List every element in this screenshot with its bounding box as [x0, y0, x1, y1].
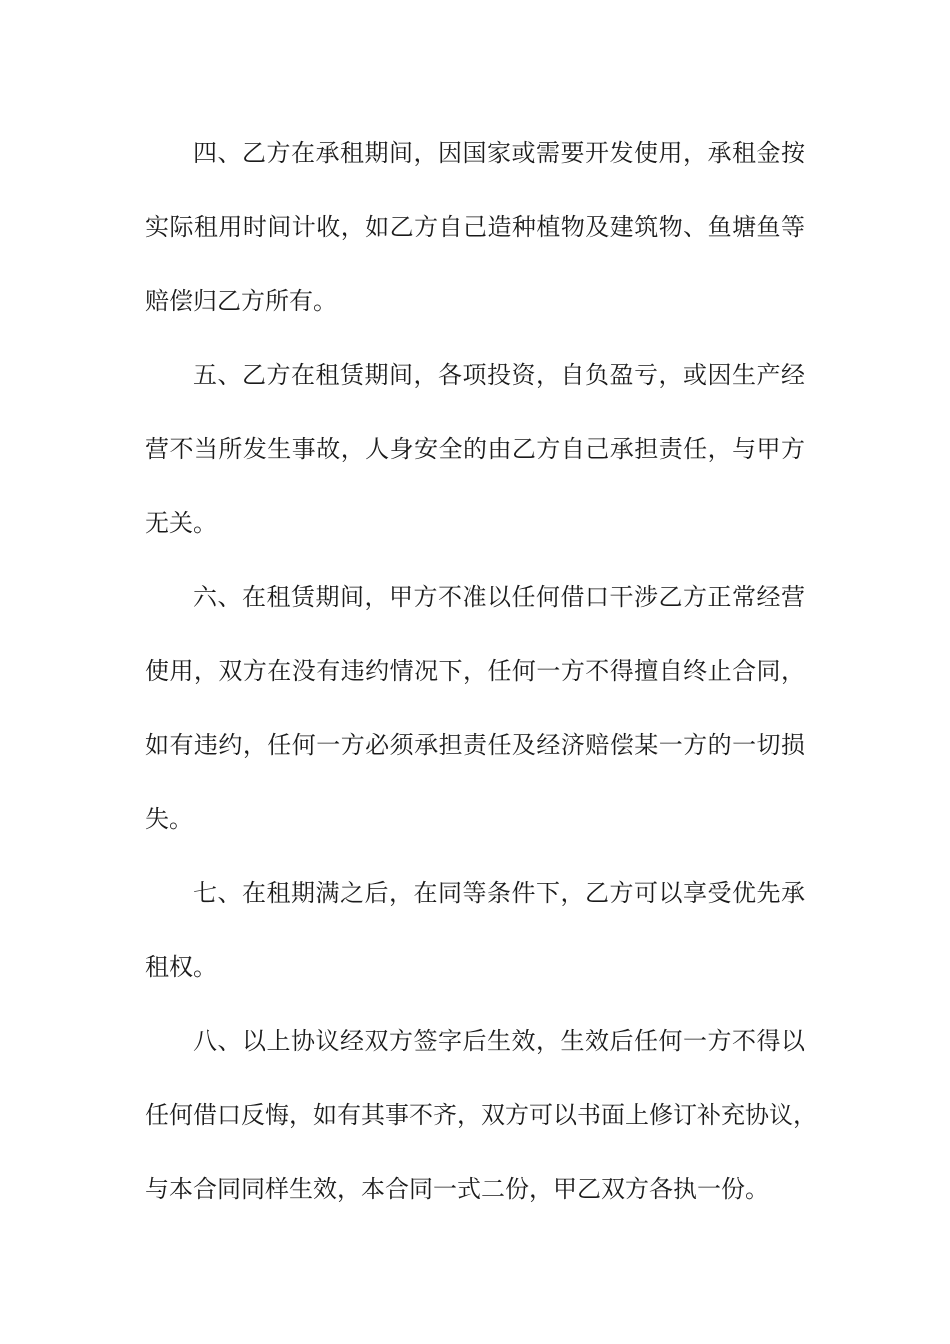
clause-line: 与本合同同样生效，本合同一式二份，甲乙双方各执一份。 [145, 1175, 769, 1203]
clause-line: 如有违约，任何一方必须承担责任及经济赔偿某一方的一切损 [145, 731, 805, 759]
clause-4 [145, 116, 805, 338]
clause-line: 六、在租赁期间，甲方不准以任何借口干涉乙方正常经营 [193, 583, 805, 611]
clause-5 [145, 338, 805, 560]
clause-line: 使用，双方在没有违约情况下，任何一方不得擅自终止合同， [145, 657, 805, 685]
contract-body [145, 116, 817, 1226]
clause-6 [145, 560, 805, 856]
clause-line: 五、乙方在租赁期间，各项投资，自负盈亏，或因生产经 [193, 361, 805, 389]
clause-line: 八、以上协议经双方签字后生效，生效后任何一方不得以 [193, 1027, 805, 1055]
clause-line: 任何借口反悔，如有其事不齐，双方可以书面上修订补充协议， [145, 1101, 817, 1129]
clause-line: 实际租用时间计收，如乙方自己造种植物及建筑物、鱼塘鱼等 [145, 213, 805, 241]
clause-line: 赔偿归乙方所有。 [145, 287, 337, 315]
clause-line: 营不当所发生事故，人身安全的由乙方自己承担责任，与甲方 [145, 435, 805, 463]
clause-8 [145, 1004, 817, 1226]
clause-line: 租权。 [145, 953, 217, 981]
clause-7 [145, 856, 805, 1004]
clause-line: 四、乙方在承租期间，因国家或需要开发使用，承租金按 [193, 139, 805, 167]
clause-line: 无关。 [145, 509, 217, 537]
clause-line: 失。 [145, 805, 193, 833]
clause-line: 七、在租期满之后，在同等条件下，乙方可以享受优先承 [193, 879, 805, 907]
